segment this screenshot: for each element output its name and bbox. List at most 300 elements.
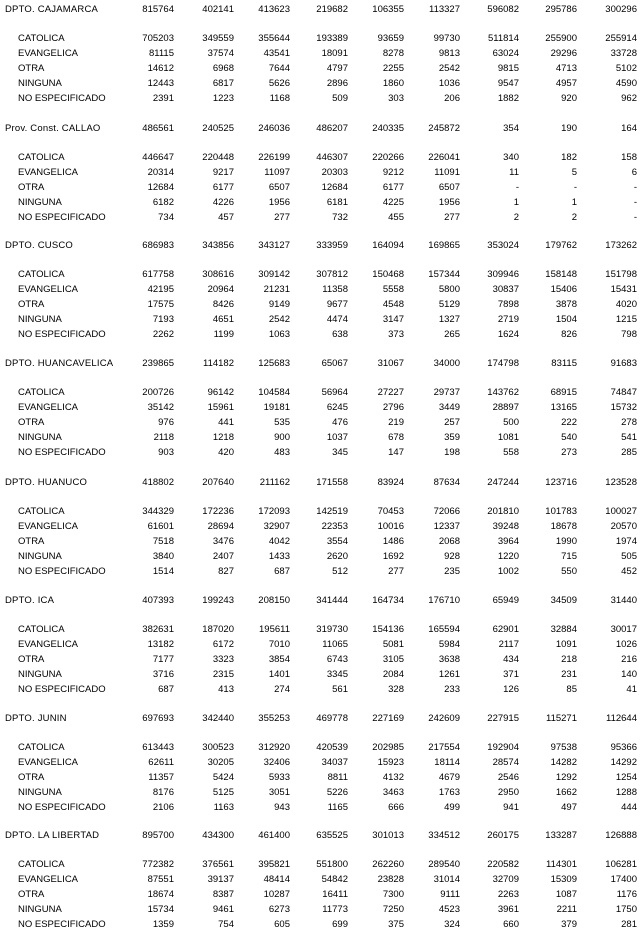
department-total-row xyxy=(0,829,640,842)
religion-row xyxy=(0,166,640,179)
value-cell: 300523 xyxy=(202,742,234,753)
religion-row xyxy=(0,211,640,224)
value-cell: 434300 xyxy=(202,830,234,841)
religion-label: NINGUNA xyxy=(18,669,62,680)
value-cell: 2896 xyxy=(326,78,348,89)
value-cell: 65067 xyxy=(321,358,348,369)
value-cell: 353024 xyxy=(487,240,519,251)
value-cell: 732 xyxy=(332,212,348,223)
value-cell: 15734 xyxy=(147,904,174,915)
value-cell: 2950 xyxy=(497,787,519,798)
value-cell: 114301 xyxy=(546,859,577,870)
value-cell: 83115 xyxy=(551,358,577,369)
religion-row xyxy=(0,416,640,429)
value-cell: 3051 xyxy=(268,787,290,798)
value-cell: 9461 xyxy=(212,904,234,915)
value-cell: 1956 xyxy=(268,197,290,208)
value-cell: 5558 xyxy=(382,284,404,295)
value-cell: 199243 xyxy=(202,595,234,606)
value-cell: 6743 xyxy=(326,654,348,665)
value-cell: 81115 xyxy=(148,48,174,59)
department-total-row xyxy=(0,594,640,607)
value-cell: 9815 xyxy=(497,63,519,74)
value-cell: 2719 xyxy=(497,314,519,325)
value-cell: 4679 xyxy=(438,772,460,783)
value-cell: 312920 xyxy=(258,742,290,753)
value-cell: 1091 xyxy=(555,639,577,650)
value-cell: 289540 xyxy=(428,859,460,870)
value-cell: 18114 xyxy=(434,757,460,768)
value-cell: 29296 xyxy=(550,48,577,59)
value-cell: 6507 xyxy=(268,182,290,193)
value-cell: 285 xyxy=(621,447,637,458)
value-cell: 140 xyxy=(621,669,637,680)
value-cell: 511814 xyxy=(488,33,519,44)
value-cell: 169865 xyxy=(428,240,460,251)
value-cell: 32406 xyxy=(263,757,290,768)
value-cell: 151798 xyxy=(605,269,637,280)
value-cell: 233 xyxy=(444,684,460,695)
religion-label: EVANGELICA xyxy=(18,757,79,768)
value-cell: 340 xyxy=(503,152,519,163)
religion-label: EVANGELICA xyxy=(18,874,79,885)
value-cell: 309946 xyxy=(487,269,519,280)
value-cell: 328 xyxy=(388,684,404,695)
value-cell: 1433 xyxy=(268,551,290,562)
value-cell: 33728 xyxy=(610,48,637,59)
value-cell: 5081 xyxy=(382,639,404,650)
value-cell: 420539 xyxy=(316,742,348,753)
value-cell: 375 xyxy=(388,919,404,930)
value-cell: 150468 xyxy=(372,269,404,280)
value-cell: 15406 xyxy=(550,284,577,295)
value-cell: 1882 xyxy=(497,93,519,104)
value-cell: 300296 xyxy=(605,4,637,15)
value-cell: 226041 xyxy=(428,152,460,163)
value-cell: 1504 xyxy=(555,314,577,325)
value-cell: 1359 xyxy=(152,919,174,930)
value-cell: 239865 xyxy=(142,358,174,369)
value-cell: 220266 xyxy=(372,152,404,163)
value-cell: 434 xyxy=(503,654,519,665)
value-cell: - xyxy=(633,212,637,223)
value-cell: 12443 xyxy=(147,78,174,89)
value-cell: 686983 xyxy=(142,240,174,251)
value-cell: 15309 xyxy=(550,874,577,885)
religion-label: NO ESPECIFICADO xyxy=(18,447,106,458)
religion-row xyxy=(0,873,640,886)
department-name: DPTO. HUANCAVELICA xyxy=(5,358,114,369)
value-cell: 307812 xyxy=(316,269,348,280)
value-cell: 30837 xyxy=(492,284,519,295)
religion-row xyxy=(0,151,640,164)
value-cell: 1327 xyxy=(438,314,460,325)
value-cell: 7518 xyxy=(152,536,174,547)
religion-row xyxy=(0,535,640,548)
value-cell: 666 xyxy=(388,802,404,813)
value-cell: 96142 xyxy=(207,387,234,398)
value-cell: 13165 xyxy=(550,402,577,413)
value-cell: 7010 xyxy=(268,639,290,650)
value-cell: 699 xyxy=(332,919,348,930)
value-cell: 12337 xyxy=(433,521,460,532)
value-cell: 540 xyxy=(561,432,577,443)
value-cell: 165594 xyxy=(428,624,460,635)
religion-row xyxy=(0,268,640,281)
value-cell: 2084 xyxy=(382,669,404,680)
value-cell: 715 xyxy=(561,551,577,562)
value-cell: 943 xyxy=(274,802,290,813)
department-total-row xyxy=(0,357,640,370)
value-cell: 342440 xyxy=(202,713,234,724)
value-cell: 1087 xyxy=(555,889,577,900)
value-cell: 509 xyxy=(332,93,348,104)
value-cell: 4651 xyxy=(212,314,234,325)
value-cell: 4523 xyxy=(438,904,460,915)
religion-row xyxy=(0,786,640,799)
value-cell: 1956 xyxy=(438,197,460,208)
value-cell: 13182 xyxy=(147,639,174,650)
religion-row xyxy=(0,401,640,414)
value-cell: 273 xyxy=(561,447,577,458)
value-cell: 63024 xyxy=(492,48,519,59)
value-cell: 2546 xyxy=(497,772,519,783)
value-cell: 457 xyxy=(218,212,234,223)
value-cell: 687 xyxy=(274,566,290,577)
value-cell: - xyxy=(573,182,577,193)
value-cell: 20964 xyxy=(207,284,234,295)
value-cell: 187020 xyxy=(202,624,234,635)
value-cell: 379 xyxy=(561,919,577,930)
value-cell: 114182 xyxy=(203,358,234,369)
value-cell: 3854 xyxy=(268,654,290,665)
value-cell: 174798 xyxy=(487,358,519,369)
value-cell: 14292 xyxy=(610,757,637,768)
value-cell: 11097 xyxy=(264,167,290,178)
religion-row xyxy=(0,756,640,769)
value-cell: 1199 xyxy=(213,329,234,340)
value-cell: 208150 xyxy=(258,595,290,606)
value-cell: 220448 xyxy=(202,152,234,163)
value-cell: 31440 xyxy=(610,595,637,606)
value-cell: 12684 xyxy=(147,182,174,193)
value-cell: 255900 xyxy=(545,33,577,44)
value-cell: 97538 xyxy=(550,742,577,753)
value-cell: 5984 xyxy=(438,639,460,650)
value-cell: 15961 xyxy=(207,402,234,413)
religion-row xyxy=(0,328,640,341)
value-cell: 72066 xyxy=(433,506,460,517)
value-cell: 192904 xyxy=(487,742,519,753)
religion-row xyxy=(0,771,640,784)
value-cell: 133287 xyxy=(545,830,577,841)
value-cell: 550 xyxy=(561,566,577,577)
value-cell: 10287 xyxy=(263,889,290,900)
value-cell: 11091 xyxy=(434,167,460,178)
value-cell: 446307 xyxy=(316,152,348,163)
religion-label: NO ESPECIFICADO xyxy=(18,802,106,813)
value-cell: 30205 xyxy=(207,757,234,768)
value-cell: 274 xyxy=(274,684,290,695)
value-cell: 17575 xyxy=(147,299,174,310)
department-name: DPTO. CAJAMARCA xyxy=(5,4,99,15)
value-cell: 359 xyxy=(444,432,460,443)
value-cell: 5626 xyxy=(268,78,290,89)
value-cell: 87634 xyxy=(433,477,460,488)
value-cell: 242609 xyxy=(428,713,460,724)
value-cell: 3961 xyxy=(497,904,519,915)
value-cell: 34000 xyxy=(433,358,460,369)
value-cell: 446647 xyxy=(142,152,174,163)
value-cell: 255914 xyxy=(605,33,637,44)
value-cell: 295786 xyxy=(545,4,577,15)
value-cell: 42195 xyxy=(147,284,174,295)
value-cell: 349559 xyxy=(202,33,234,44)
value-cell: 123716 xyxy=(545,477,577,488)
value-cell: 551800 xyxy=(316,859,348,870)
religion-label: NINGUNA xyxy=(18,432,62,443)
religion-label: OTRA xyxy=(18,182,45,193)
value-cell: 420 xyxy=(218,447,234,458)
value-cell: 8387 xyxy=(212,889,234,900)
value-cell: 35142 xyxy=(147,402,174,413)
religion-row xyxy=(0,77,640,90)
value-cell: 4132 xyxy=(382,772,404,783)
value-cell: 93659 xyxy=(377,33,404,44)
value-cell: 11358 xyxy=(322,284,348,295)
value-cell: 28897 xyxy=(492,402,519,413)
department-name: DPTO. ICA xyxy=(5,595,55,606)
religion-row xyxy=(0,668,640,681)
value-cell: 941 xyxy=(503,802,519,813)
value-cell: 227915 xyxy=(487,713,519,724)
value-cell: 85 xyxy=(566,684,577,695)
value-cell: 277 xyxy=(274,212,290,223)
value-cell: 31067 xyxy=(377,358,404,369)
value-cell: 1163 xyxy=(213,802,234,813)
value-cell: 260175 xyxy=(487,830,519,841)
value-cell: 418802 xyxy=(142,477,174,488)
value-cell: 9212 xyxy=(382,167,404,178)
value-cell: 4042 xyxy=(268,536,290,547)
value-cell: 1026 xyxy=(615,639,637,650)
religion-row xyxy=(0,32,640,45)
religion-row xyxy=(0,196,640,209)
value-cell: 826 xyxy=(561,329,577,340)
value-cell: 158 xyxy=(621,152,637,163)
value-cell: 469778 xyxy=(316,713,348,724)
religion-label: EVANGELICA xyxy=(18,639,79,650)
value-cell: 17400 xyxy=(610,874,637,885)
religion-row xyxy=(0,62,640,75)
value-cell: 345 xyxy=(332,447,348,458)
value-cell: 265 xyxy=(444,329,460,340)
value-cell: 240335 xyxy=(372,123,404,134)
value-cell: 1218 xyxy=(212,432,234,443)
value-cell: 5933 xyxy=(268,772,290,783)
value-cell: 7177 xyxy=(152,654,174,665)
value-cell: 32709 xyxy=(492,874,519,885)
value-cell: 206 xyxy=(444,93,460,104)
value-cell: 3840 xyxy=(152,551,174,562)
value-cell: 222 xyxy=(561,417,577,428)
department-total-row xyxy=(0,476,640,489)
religion-row xyxy=(0,903,640,916)
value-cell: 14612 xyxy=(147,63,174,74)
value-cell: 3105 xyxy=(382,654,404,665)
value-cell: 41 xyxy=(626,684,637,695)
value-cell: 497 xyxy=(561,802,577,813)
value-cell: 202985 xyxy=(372,742,404,753)
value-cell: 195611 xyxy=(259,624,290,635)
value-cell: 3449 xyxy=(438,402,460,413)
value-cell: 257 xyxy=(444,417,460,428)
value-cell: 6182 xyxy=(152,197,174,208)
value-cell: 5129 xyxy=(438,299,460,310)
value-cell: 395821 xyxy=(258,859,290,870)
religion-row xyxy=(0,181,640,194)
value-cell: 2263 xyxy=(497,889,519,900)
religion-label: NINGUNA xyxy=(18,904,62,915)
value-cell: 7300 xyxy=(382,889,404,900)
religion-label: CATOLICA xyxy=(18,269,65,280)
value-cell: 6507 xyxy=(438,182,460,193)
value-cell: 535 xyxy=(274,417,290,428)
value-cell: 3345 xyxy=(326,669,348,680)
value-cell: 413 xyxy=(218,684,234,695)
value-cell: 278 xyxy=(621,417,637,428)
value-cell: 211162 xyxy=(259,477,290,488)
value-cell: 123528 xyxy=(605,477,637,488)
value-cell: 207640 xyxy=(202,477,234,488)
value-cell: 65949 xyxy=(492,595,519,606)
religion-row xyxy=(0,431,640,444)
department-total-row xyxy=(0,3,640,16)
value-cell: 100027 xyxy=(605,506,637,517)
value-cell: 201810 xyxy=(487,506,519,517)
value-cell: 5102 xyxy=(615,63,637,74)
value-cell: 561 xyxy=(332,684,348,695)
value-cell: 28574 xyxy=(492,757,519,768)
value-cell: 2262 xyxy=(152,329,174,340)
value-cell: 18678 xyxy=(550,521,577,532)
value-cell: 142519 xyxy=(316,506,348,517)
value-cell: 143762 xyxy=(487,387,519,398)
religion-label: CATOLICA xyxy=(18,387,65,398)
value-cell: 1750 xyxy=(615,904,637,915)
value-cell: 147 xyxy=(388,447,404,458)
value-cell: 2117 xyxy=(498,639,519,650)
value-cell: 43541 xyxy=(263,48,290,59)
value-cell: 11065 xyxy=(322,639,348,650)
value-cell: 2106 xyxy=(152,802,174,813)
value-cell: 1974 xyxy=(615,536,637,547)
value-cell: 101783 xyxy=(545,506,577,517)
value-cell: 512 xyxy=(332,566,348,577)
value-cell: 461400 xyxy=(258,830,290,841)
religion-label: EVANGELICA xyxy=(18,284,79,295)
value-cell: 9217 xyxy=(212,167,234,178)
religion-row xyxy=(0,801,640,814)
value-cell: 976 xyxy=(158,417,174,428)
value-cell: 734 xyxy=(158,212,174,223)
value-cell: 5125 xyxy=(212,787,234,798)
value-cell: 164094 xyxy=(372,240,404,251)
value-cell: 343856 xyxy=(202,240,234,251)
value-cell: 172093 xyxy=(258,506,290,517)
value-cell: 22353 xyxy=(321,521,348,532)
department-name: Prov. Const. CALLAO xyxy=(5,123,101,134)
religion-row xyxy=(0,446,640,459)
value-cell: 798 xyxy=(621,329,637,340)
value-cell: 5800 xyxy=(438,284,460,295)
value-cell: 9149 xyxy=(268,299,290,310)
religion-row xyxy=(0,47,640,60)
value-cell: 216 xyxy=(621,654,637,665)
value-cell: 2315 xyxy=(212,669,234,680)
value-cell: 32907 xyxy=(263,521,290,532)
value-cell: 15923 xyxy=(377,757,404,768)
religion-label: OTRA xyxy=(18,654,45,665)
value-cell: 68915 xyxy=(550,387,577,398)
value-cell: 112644 xyxy=(606,713,637,724)
value-cell: 113327 xyxy=(429,4,460,15)
value-cell: 1037 xyxy=(326,432,348,443)
department-name: DPTO. HUANUCO xyxy=(5,477,88,488)
value-cell: 355253 xyxy=(258,713,290,724)
value-cell: 1036 xyxy=(438,78,460,89)
religion-row xyxy=(0,623,640,636)
value-cell: 1692 xyxy=(382,551,404,562)
value-cell: 1486 xyxy=(382,536,404,547)
religion-row xyxy=(0,313,640,326)
value-cell: - xyxy=(633,182,637,193)
religion-label: OTRA xyxy=(18,299,45,310)
religion-label: OTRA xyxy=(18,772,45,783)
value-cell: 1176 xyxy=(616,889,637,900)
value-cell: 8811 xyxy=(327,772,348,783)
value-cell: 382631 xyxy=(142,624,174,635)
value-cell: - xyxy=(515,182,519,193)
value-cell: 198 xyxy=(444,447,460,458)
religion-row xyxy=(0,683,640,696)
value-cell: 125683 xyxy=(258,358,290,369)
value-cell: 15732 xyxy=(610,402,637,413)
religion-label: EVANGELICA xyxy=(18,167,79,178)
value-cell: 19181 xyxy=(263,402,290,413)
religion-row xyxy=(0,741,640,754)
department-name: DPTO. JUNIN xyxy=(5,713,67,724)
value-cell: 558 xyxy=(503,447,519,458)
value-cell: 705203 xyxy=(142,33,174,44)
value-cell: 54842 xyxy=(321,874,348,885)
value-cell: 48414 xyxy=(263,874,290,885)
value-cell: 11773 xyxy=(322,904,348,915)
value-cell: 1254 xyxy=(615,772,637,783)
value-cell: 106281 xyxy=(605,859,637,870)
value-cell: 928 xyxy=(444,551,460,562)
value-cell: 172236 xyxy=(202,506,234,517)
value-cell: 3147 xyxy=(382,314,404,325)
value-cell: 104584 xyxy=(258,387,290,398)
value-cell: 32884 xyxy=(550,624,577,635)
value-cell: 1990 xyxy=(555,536,577,547)
religion-label: CATOLICA xyxy=(18,859,65,870)
value-cell: 7898 xyxy=(497,299,519,310)
value-cell: 2255 xyxy=(382,63,404,74)
value-cell: 27227 xyxy=(377,387,404,398)
value-cell: 217554 xyxy=(428,742,460,753)
